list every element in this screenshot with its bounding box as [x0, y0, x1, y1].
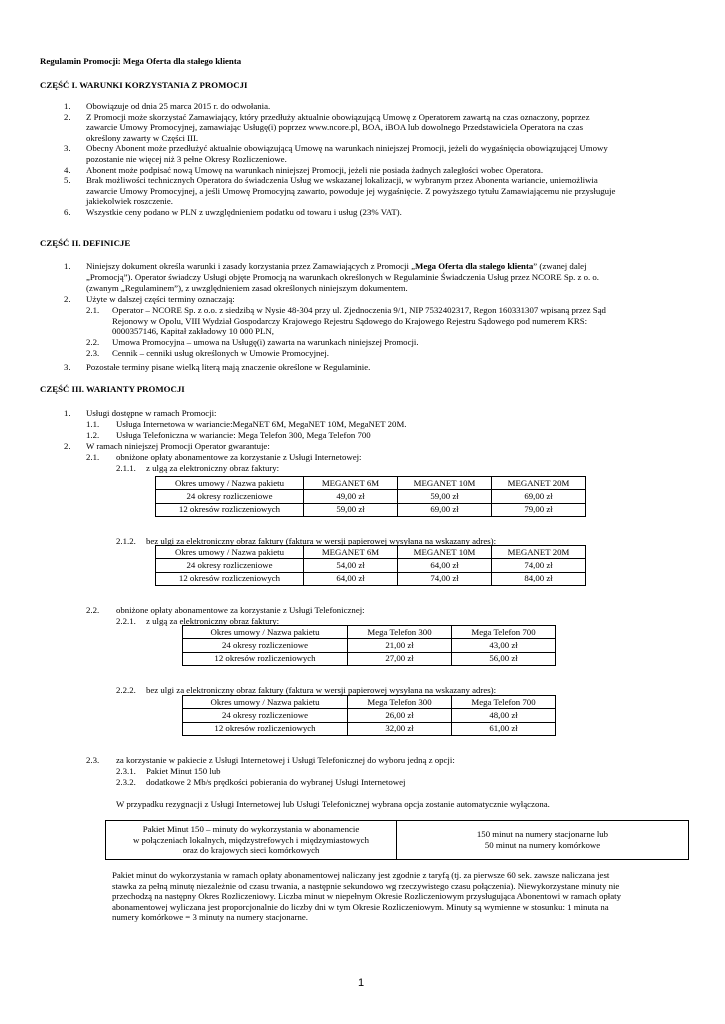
table-cell: 69,00 zł: [398, 503, 492, 516]
table-header-cell: Mega Telefon 300: [348, 696, 452, 709]
table-cell: 32,00 zł: [348, 722, 452, 735]
list-item-text: obniżone opłaty abonamentowe za korzystanie z Usługi Internetowej:: [116, 452, 362, 462]
table-cell: 49,00 zł: [304, 490, 398, 503]
list-item-text: zawarcie Umowy Promocyjnej, a jeśli Umowę Promocyjną zawarto, powoduje jej wygaśnięcie. Z powyższego tytułu Zamawiającemu nie przysługuje: [86, 185, 616, 196]
table-header-cell: Okres umowy / Nazwa pakietu: [156, 546, 304, 559]
paragraph-line: przechodzą na następny Okres Rozliczeniowy. Liczba minut w niepełnym Okresie Rozliczeniowym przysługująca Abonentowi w ramach opłaty: [112, 891, 621, 902]
list-item-text: Umowa Promocyjna – umowa na Usługę(i) zawarta na warunkach niniejszej Promocji.: [112, 337, 419, 348]
list-item-text: Usługi dostępne w ramach Promocji:: [86, 408, 217, 418]
list-item-text: (zwanym „Regulaminem”), z uwzględnieniem zasad określonych niniejszym dokumentem.: [86, 283, 408, 293]
page-number: 1: [358, 977, 365, 989]
table-row: [183, 709, 556, 722]
table-header-row: [183, 696, 556, 709]
table-header-cell: Okres umowy / Nazwa pakietu: [156, 477, 304, 490]
list-number: 2.2.: [86, 337, 100, 348]
table-cell: 43,00 zł: [452, 639, 556, 652]
table-header-cell: Mega Telefon 700: [452, 626, 556, 639]
list-number: 2.3.1.: [116, 766, 136, 776]
list-number: 2.3.: [86, 348, 100, 359]
table-row: [156, 490, 586, 503]
list-number: 2.1.2.: [116, 536, 136, 546]
table-header-cell: MEGANET 10M: [398, 477, 492, 490]
list-number: 2.1.: [86, 452, 100, 462]
table-cell: 12 okresów rozliczeniowych: [156, 572, 304, 585]
table-cell: 12 okresów rozliczeniowych: [183, 722, 348, 735]
table-cell: 59,00 zł: [398, 490, 492, 503]
list-number: 2.: [64, 441, 71, 451]
list-item-text: Usługa Internetowa w wariancie:MegaNET 6M, MegaNET 10M, MegaNET 20M.: [116, 419, 407, 429]
list-item-text: zawarcie Umowy Promocyjnej, zamawiając Usługę(i) poprzez www.ncore.pl, BOA, iBOA lub dowolnego Przedstawiciela Operatora na czas: [86, 122, 584, 133]
list-number: 1.: [64, 261, 71, 271]
table-cell: 64,00 zł: [398, 559, 492, 572]
document-title: Regulamin Promocji: Mega Oferta dla stałego klienta: [40, 56, 242, 66]
section-1-heading: CZĘŚĆ I. WARUNKI KORZYSTANIA Z PROMOCJI: [40, 80, 248, 90]
list-number: 2.1.: [86, 305, 100, 315]
list-number: 2.2.1.: [116, 616, 136, 626]
price-table-phone-no-discount: [182, 695, 556, 736]
table-cell: 84,00 zł: [492, 572, 586, 585]
table-cell: 69,00 zł: [492, 490, 586, 503]
table-header-cell: MEGANET 6M: [304, 477, 398, 490]
table-cell: 12 okresów rozliczeniowych: [156, 503, 304, 516]
table-row: [156, 559, 586, 572]
table-row: [156, 503, 586, 516]
minutes-package-table: [105, 820, 689, 860]
table-cell: 24 okresy rozliczeniowe: [156, 490, 304, 503]
list-number: 1.1.: [86, 419, 100, 429]
table-header-cell: MEGANET 20M: [492, 477, 586, 490]
list-item-text: Brak możliwości technicznych Operatora do świadczenia Usług we wskazanej lokalizacji, w wybranym przez Abonenta wariancie, uniemożliwia: [86, 175, 598, 186]
table-cell: 26,00 zł: [348, 709, 452, 722]
list-number: 2.3.: [86, 755, 100, 765]
table-cell: 79,00 zł: [492, 503, 586, 516]
list-number: 3.: [64, 362, 71, 372]
list-item-text: dodatkowe 2 Mb/s prędkości pobierania do wybranej Usługi Internetowej: [146, 777, 406, 787]
list-item-text: bez ulgi za elektroniczny obraz faktury (faktura w wersji papierowej wysyłana na wskazany adres):: [146, 685, 497, 695]
table-header-cell: MEGANET 6M: [304, 546, 398, 559]
list-item-text: Abonent może podpisać nową Umowę na warunkach niniejszej Promocji, jeżeli nie posiada żadnych zaległości wobec Operatora.: [86, 164, 544, 175]
table-row: [156, 572, 586, 585]
table-header-row: [183, 626, 556, 639]
list-item-text: Usługa Telefoniczna w wariancie: Mega Telefon 300, Mega Telefon 700: [116, 430, 371, 440]
list-number: 1.: [64, 101, 71, 111]
table-cell: 74,00 zł: [398, 572, 492, 585]
list-item-text: pozostanie nie więcej niż 3 pełne Okresy Rozliczeniowe.: [86, 154, 287, 164]
list-item-text: „Promocją”). Operator świadczy Usługi objęte Promocją na warunkach określonych w Regulaminie Świadczenia Usług przez NCORE Sp. z o. o.: [86, 272, 600, 282]
price-table-internet-no-discount: [155, 545, 586, 586]
table-cell: 54,00 zł: [304, 559, 398, 572]
list-number: 1.: [64, 408, 71, 418]
table-header-row: [156, 477, 586, 490]
list-item-text: Operator – NCORE Sp. z o.o. z siedzibą w Nysie 48-304 przy ul. Zjednoczenia 9/1, NIP 7532402317, Regon 160331307 wpisaną przez Sąd: [112, 305, 606, 315]
list-number: 2.: [64, 111, 71, 122]
list-item-text: Obowiązuje od dnia 25 marca 2015 r. do odwołania.: [86, 101, 271, 111]
list-number: 2.1.1.: [116, 463, 136, 473]
paragraph-line: abonamentowej wyliczana jest proporcjonalnie do liczby dni w tym Okresie Rozliczeniowym. Minuty są wymienne w stosunku: 1 minuta na: [112, 901, 609, 912]
section-3-heading: CZĘŚĆ III. WARIANTY PROMOCJI: [40, 384, 185, 394]
price-table-phone-discount: [182, 625, 556, 666]
table-cell: 24 okresy rozliczeniowe: [183, 639, 348, 652]
table-row: [183, 639, 556, 652]
list-item-text: Rejonowy w Opolu, VIII Wydział Gospodarczy Krajowego Rejestru Sądowego do Krajowego Rejestru Sądowego pod numerem KRS:: [112, 315, 588, 326]
list-number: 2.: [64, 294, 71, 304]
table-cell: 56,00 zł: [452, 652, 556, 665]
list-item-text: 0000357146, Kapitał zakładowy 10 000 PLN,: [112, 326, 274, 337]
list-number: 2.2.2.: [116, 685, 136, 695]
list-number: 1.2.: [86, 430, 100, 440]
paragraph-line: numery komórkowe = 3 minuty na numery stacjonarne.: [112, 912, 309, 923]
table-cell: 21,00 zł: [348, 639, 452, 652]
list-number: 6.: [64, 207, 71, 217]
table-cell: 64,00 zł: [304, 572, 398, 585]
table-row: [183, 652, 556, 665]
table-header-cell: Mega Telefon 300: [348, 626, 452, 639]
list-item-text: określony zawarty w Części III.: [86, 132, 199, 143]
list-item-text: Z Promocji może skorzystać Zamawiający, który przedłuży aktualnie obowiązującą Umowę z Operatorem zawartą na czas oznaczony, poprzez: [86, 111, 590, 122]
list-number: 5.: [64, 175, 71, 186]
list-number: 3.: [64, 143, 71, 154]
table-header-cell: MEGANET 10M: [398, 546, 492, 559]
price-table-internet-discount: [155, 476, 586, 517]
table-cell: 24 okresy rozliczeniowe: [156, 559, 304, 572]
list-item-text: Cennik – cenniki usług określonych w Umowie Promocyjnej.: [112, 348, 329, 359]
list-number: 2.3.2.: [116, 777, 136, 787]
list-item-text: obniżone opłaty abonamentowe za korzystanie z Usługi Telefonicznej:: [116, 605, 365, 615]
table-header-cell: Okres umowy / Nazwa pakietu: [183, 696, 348, 709]
list-item-text: bez ulgi za elektroniczny obraz faktury (faktura w wersji papierowej wysyłana na wskazany adres):: [146, 536, 497, 546]
table-cell: 27,00 zł: [348, 652, 452, 665]
table-cell: 24 okresy rozliczeniowe: [183, 709, 348, 722]
list-number: 2.2.: [86, 605, 100, 615]
promo-name: Mega Oferta dla stałego klienta: [415, 261, 534, 271]
list-item-text: Pakiet Minut 150 lub: [146, 766, 221, 776]
table-header-cell: MEGANET 20M: [492, 546, 586, 559]
paragraph-line: stawka za pełną minutę niezależnie od czasu trwania, a następnie sekundowo wg rzeczywistego czasu połączenia). Niewykorzystane minuty nie: [112, 880, 620, 891]
list-item-text: Niniejszy dokument określa warunki i zasady korzystania przez Zamawiających z Promocji „Mega Oferta dla stałego klienta” (zwanej dalej: [86, 261, 587, 271]
list-item-text: Wszystkie ceny podano w PLN z uwzględnieniem podatku od towaru i usług (23% VAT).: [86, 207, 402, 217]
table-header-cell: Mega Telefon 700: [452, 696, 556, 709]
list-item-text: Obecny Abonent może przedłużyć aktualnie obowiązującą Umowę na warunkach niniejszej Promocji, jeżeli do wygaśnięcia obowiązującej Umowy: [86, 143, 608, 154]
list-item-text: z ulgą za elektroniczny obraz faktury:: [146, 463, 280, 473]
table-header-row: [156, 546, 586, 559]
minutes-package-description: Pakiet Minut 150 – minuty do wykorzystania w abonamencie w połączeniach lokalnych, międzystrefowych i międzymiastowych oraz do krajowych sieci komórkowych: [106, 821, 397, 860]
list-item-text: Pozostałe terminy pisane wielką literą mają znaczenie określone w Regulaminie.: [86, 362, 371, 372]
list-item-text: W ramach niniejszej Promocji Operator gwarantuje:: [86, 441, 270, 451]
list-item-text: Użyte w dalszej części terminy oznaczają:: [86, 294, 235, 304]
table-cell: 59,00 zł: [304, 503, 398, 516]
list-item-text: za korzystanie w pakiecie z Usługi Internetowej i Usługi Telefonicznej do wyboru jedną z opcji:: [116, 755, 455, 765]
table-row: [183, 722, 556, 735]
paragraph-line: Pakiet minut do wykorzystania w ramach opłaty abonamentowej naliczany jest zgodnie z taryfą (tj. za pierwsze 60 sek. zawsze naliczana jest: [112, 870, 610, 880]
list-item-text: z ulgą za elektroniczny obraz faktury:: [146, 616, 280, 626]
table-cell: 12 okresów rozliczeniowych: [183, 652, 348, 665]
section-2-heading: CZĘŚĆ II. DEFINICJE: [40, 238, 131, 248]
table-cell: 61,00 zł: [452, 722, 556, 735]
list-item-text: jakiekolwiek roszczenie.: [86, 196, 173, 207]
minutes-package-options: 150 minut na numery stacjonarne lub 50 minut na numery komórkowe: [397, 821, 689, 860]
table-cell: 74,00 zł: [492, 559, 586, 572]
resignation-note: W przypadku rezygnacji z Usługi Internetowej lub Usługi Telefonicznej wybrana opcja zostanie automatycznie wyłączona.: [116, 799, 550, 809]
table-header-cell: Okres umowy / Nazwa pakietu: [183, 626, 348, 639]
table-cell: 48,00 zł: [452, 709, 556, 722]
list-number: 4.: [64, 164, 71, 175]
